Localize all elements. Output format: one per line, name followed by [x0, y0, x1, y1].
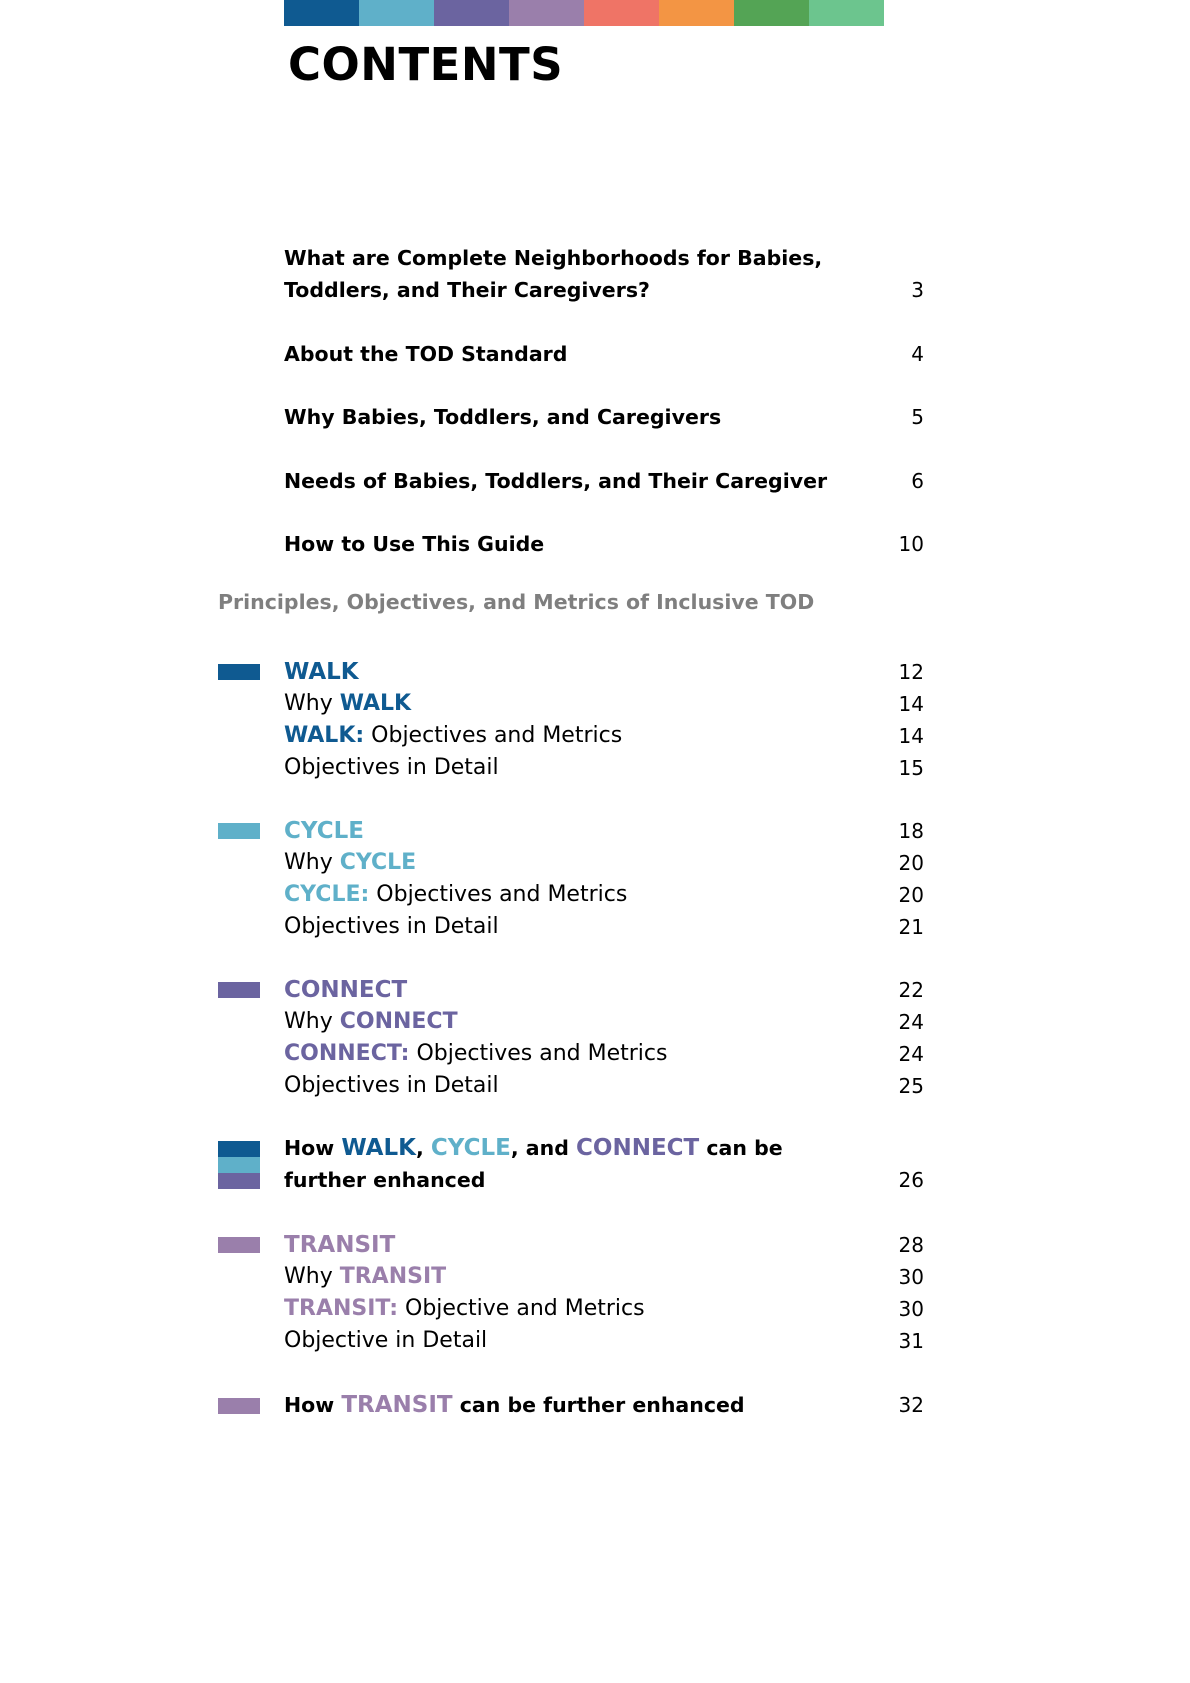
color-bar-segment-transit [509, 0, 584, 26]
detail-label: Objectives in Detail [284, 1073, 499, 1098]
toc-entry-connect[interactable] [284, 974, 924, 1006]
toc-page-number: 21 [898, 915, 924, 939]
walk-keyword: WALK: [284, 723, 365, 748]
toc-page-number: 32 [898, 1393, 924, 1417]
connect-title: CONNECT [284, 977, 408, 1003]
objectives-label: Objectives and Metrics [409, 1041, 668, 1066]
detail-label: Objectives in Detail [284, 755, 499, 780]
enhance-further: further enhanced [284, 1168, 486, 1192]
why-prefix: Why [284, 1009, 340, 1034]
toc-entry-transit-objectives[interactable] [284, 1293, 924, 1325]
transit-keyword: TRANSIT: [284, 1296, 399, 1321]
toc-entry-label: What are Complete Neighborhoods for Babies, Toddlers, and Their Caregivers? [284, 246, 823, 302]
toc-entry-transit-detail[interactable] [284, 1325, 924, 1357]
toc-entry-label: Needs of Babies, Toddlers, and Their Caregiver [284, 469, 828, 493]
toc-entry-why-walk[interactable] [284, 688, 924, 720]
toc-entry-why-babies[interactable] [284, 401, 924, 433]
cycle-swatch [218, 823, 260, 839]
toc-page-number: 31 [898, 1329, 924, 1353]
transit-title: TRANSIT [284, 1232, 396, 1258]
objectives-label: Objective and Metrics [398, 1296, 645, 1321]
transit-swatch [218, 1237, 260, 1253]
toc-group-walk [218, 656, 924, 784]
detail-label: Objective in Detail [284, 1328, 488, 1353]
toc-entry-cycle[interactable] [284, 815, 924, 847]
why-prefix: Why [284, 691, 340, 716]
toc-page-number: 18 [898, 819, 924, 843]
toc-page-number: 26 [898, 1168, 924, 1192]
toc-entry-label: Why Babies, Toddlers, and Caregivers [284, 405, 722, 429]
toc-entry-cycle-objectives[interactable] [284, 879, 924, 911]
toc-entry-complete-neighborhoods[interactable] [284, 242, 924, 306]
cycle-keyword: CYCLE [339, 850, 417, 875]
toc-page-number: 12 [898, 660, 924, 684]
toc-entry-walk-detail[interactable] [284, 752, 924, 784]
objectives-label: Objectives and Metrics [369, 882, 628, 907]
enhance-can-be: can be [699, 1136, 783, 1160]
toc-page-number: 20 [898, 883, 924, 907]
section-heading: Principles, Objectives, and Metrics of Inclusive TOD [218, 590, 815, 614]
toc-entry-about-tod[interactable] [284, 338, 924, 370]
cycle-title: CYCLE [284, 818, 364, 844]
connect-keyword: CONNECT [339, 1009, 458, 1034]
color-bar-segment-connect [434, 0, 509, 26]
toc-group-enhance-transit[interactable] [218, 1389, 924, 1421]
toc-entry-needs[interactable] [284, 465, 924, 497]
toc-page-number: 3 [911, 278, 924, 302]
toc-page-number: 28 [898, 1233, 924, 1257]
cycle-keyword: CYCLE [430, 1135, 511, 1161]
cycle-keyword: CYCLE: [284, 882, 370, 907]
toc-entry-how-to-use[interactable] [284, 528, 924, 560]
toc-page-number: 14 [898, 724, 924, 748]
transit-keyword: TRANSIT [341, 1392, 453, 1418]
toc-entry-label: How to Use This Guide [284, 532, 545, 556]
toc-entry-label: About the TOD Standard [284, 342, 568, 366]
enhance-line-2 [284, 1164, 924, 1196]
enhance-comma: , [415, 1136, 431, 1160]
toc-page-number: 22 [898, 978, 924, 1002]
walk-swatch [218, 664, 260, 680]
toc-group-transit [218, 1229, 924, 1357]
enhance-line-1 [284, 1132, 924, 1164]
toc-group-connect [218, 974, 924, 1102]
toc-page-number: 15 [898, 756, 924, 780]
connect-swatch [218, 1173, 260, 1189]
connect-keyword: CONNECT [576, 1135, 700, 1161]
color-bar-segment-green [734, 0, 809, 26]
color-bar-segment-cycle [359, 0, 434, 26]
page-title: CONTENTS [288, 38, 564, 91]
walk-swatch [218, 1141, 260, 1157]
toc-page-number: 6 [911, 469, 924, 493]
toc-page-number: 24 [898, 1042, 924, 1066]
connect-keyword: CONNECT: [284, 1041, 410, 1066]
walk-title: WALK [284, 659, 359, 685]
enhance-transit-line [284, 1389, 924, 1421]
detail-label: Objectives in Detail [284, 914, 499, 939]
enhance-how: How [284, 1393, 342, 1417]
toc-page-number: 25 [898, 1074, 924, 1098]
connect-swatch [218, 982, 260, 998]
color-bar-segment-orange [659, 0, 734, 26]
toc-page-number: 14 [898, 692, 924, 716]
toc-page-number: 30 [898, 1297, 924, 1321]
objectives-label: Objectives and Metrics [364, 723, 623, 748]
toc-page-number: 4 [911, 342, 924, 366]
why-prefix: Why [284, 1264, 340, 1289]
color-bar-segment-walk [284, 0, 359, 26]
toc-entry-why-connect[interactable] [284, 1006, 924, 1038]
color-bar-segment-coral [584, 0, 659, 26]
color-bar [284, 0, 884, 26]
toc-page-number: 10 [898, 532, 924, 556]
toc-page-number: 30 [898, 1265, 924, 1289]
transit-swatch [218, 1398, 260, 1414]
toc-page-number: 24 [898, 1010, 924, 1034]
transit-keyword: TRANSIT [339, 1264, 447, 1289]
toc-entry-walk-objectives[interactable] [284, 720, 924, 752]
toc-entry-connect-detail[interactable] [284, 1070, 924, 1102]
why-prefix: Why [284, 850, 340, 875]
enhance-how: How [284, 1136, 342, 1160]
toc-entry-why-transit[interactable] [284, 1261, 924, 1293]
toc-page-number: 5 [911, 405, 924, 429]
toc-entry-cycle-detail[interactable] [284, 911, 924, 943]
toc-group-enhance-active[interactable] [218, 1132, 924, 1198]
toc-entry-transit[interactable] [284, 1229, 924, 1261]
color-bar-segment-light-green [809, 0, 884, 26]
toc-page-number: 20 [898, 851, 924, 875]
toc-group-cycle [218, 815, 924, 943]
enhance-and: , and [510, 1136, 577, 1160]
toc-entry-walk[interactable] [284, 656, 924, 688]
toc-entry-why-cycle[interactable] [284, 847, 924, 879]
walk-keyword: WALK [339, 691, 412, 716]
toc-entry-connect-objectives[interactable] [284, 1038, 924, 1070]
walk-keyword: WALK [341, 1135, 416, 1161]
cycle-swatch [218, 1157, 260, 1173]
enhance-rest: can be further enhanced [452, 1393, 745, 1417]
